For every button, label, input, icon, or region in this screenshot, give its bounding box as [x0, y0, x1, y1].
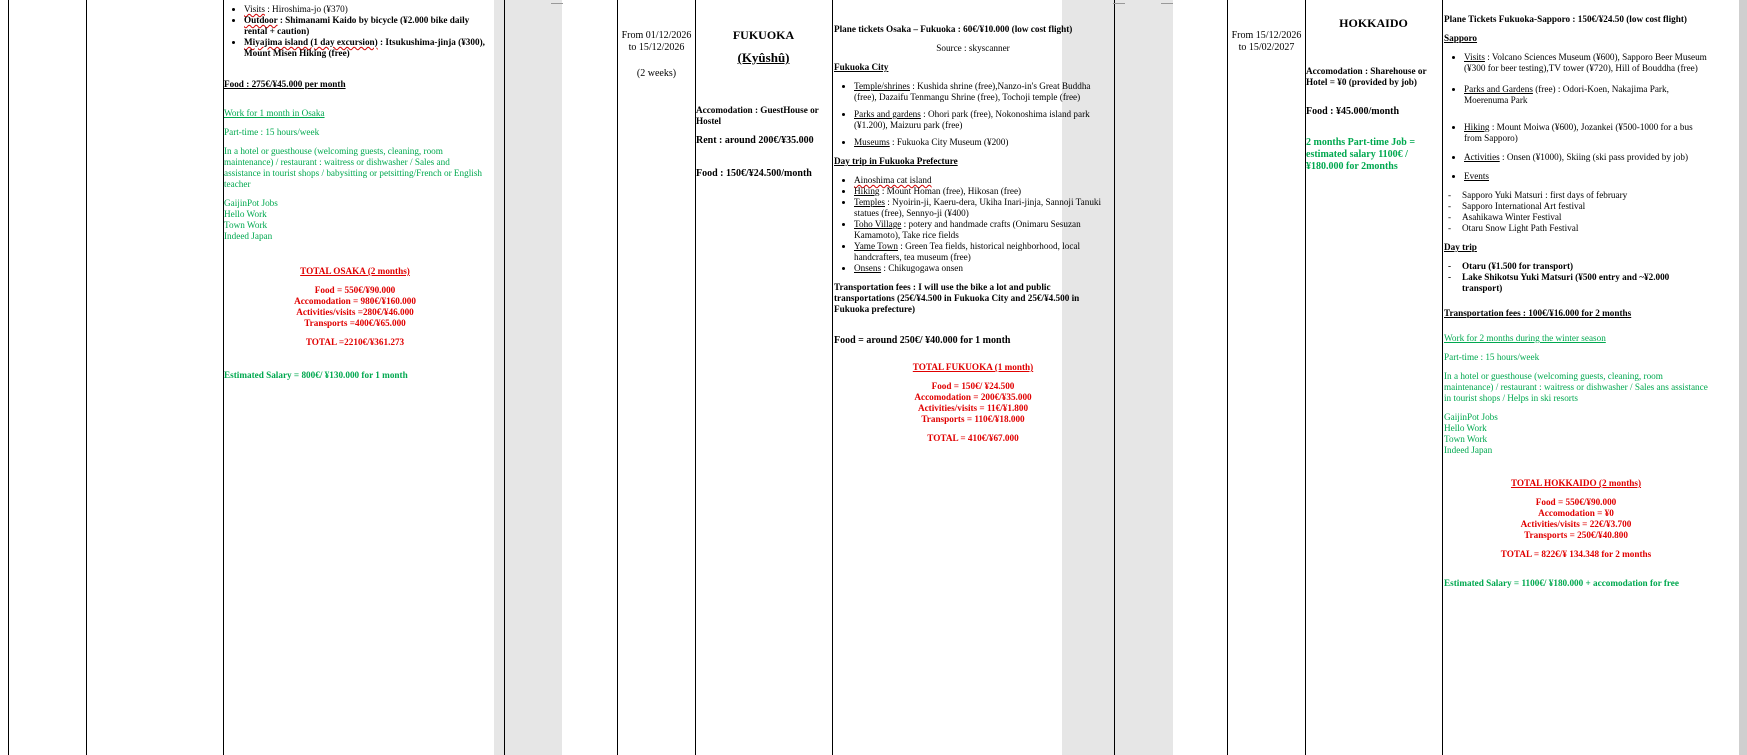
page-subtitle: (Kyûshû): [737, 50, 790, 65]
accomodation-line: Accomodation : Sharehouse or Hotel = ¥0 (provided by job): [1306, 66, 1427, 87]
salary-line: Estimated Salary = 800€/ ¥130.000 for 1 month: [224, 370, 408, 380]
total-title: TOTAL OSAKA (2 months): [300, 266, 410, 276]
list-item: • Toho Village : potery and handmade crafts (Onimaru Sesuzan Kamamoto), Take rice fields: [854, 219, 1112, 241]
plane-ticket-line: Plane tickets Osaka – Fukuoka : 60€/¥10.000 (low cost flight): [834, 24, 1073, 34]
job-sites: [1444, 412, 1708, 456]
job-site: Indeed Japan: [1444, 445, 1493, 455]
job-sites: [224, 198, 486, 242]
parttime-line: Part-time : 15 hours/week: [1444, 352, 1540, 362]
list-item: • Ainoshima cat island: [854, 175, 1112, 186]
transport-line: Transportation fees : I will use the bike a lot and public transportations (25€/¥4.500 in Fukuoka City and 25€/¥4.500 in Fukuoka prefecture): [834, 282, 1080, 314]
transport-line: Transportation fees : 100€/¥16.000 for 2 months: [1444, 308, 1632, 318]
total-line: Food = 550€/¥90.000: [314, 285, 396, 295]
hokkaido-summary-column: [1306, 16, 1441, 173]
section-title: Sapporo: [1444, 33, 1478, 43]
source-line: Source : skyscanner: [936, 43, 1010, 53]
osaka-activity-list: [224, 4, 486, 59]
fukuoka-summary-column: [696, 28, 831, 179]
list-item: • Events: [1464, 171, 1708, 182]
list-item: • Hiking : Mount Homan (free), Hikosan (free): [854, 186, 1112, 197]
job-site: Hello Work: [1444, 423, 1487, 433]
fukuoka-total-block: [834, 362, 1112, 444]
list-item: • Temples : Nyoirin-ji, Kaeru-dera, Ukiha Inari-jinja, Sannoji Tanuki statues (free), Sennyo-ji (¥400): [854, 197, 1112, 219]
list-item: • Parks and Gardens (free) : Odori-Koen, Nakajima Park, Moerenuma Park: [1464, 84, 1708, 106]
vertical-scrollbar[interactable]: [1739, 0, 1747, 755]
page-title: HOKKAIDO: [1339, 16, 1408, 30]
list-item: • Activities : Onsen (¥1000), Skiing (ski pass provided by job): [1464, 152, 1708, 163]
document-page-1: [0, 0, 494, 755]
total-line: Accomodation = 980€/¥160.000: [294, 296, 416, 306]
work-description: In a hotel or guesthouse (welcoming guests, cleaning, room maintenance) / restaurant : waitress or dishwasher / Sales ans assistance in tourist shops / Helps in ski resorts: [1444, 371, 1708, 403]
work-title: Work for 1 month in Osaka: [224, 108, 325, 118]
food-line: Food = around 250€/ ¥40.000 for 1 month: [834, 335, 1011, 346]
events-list: [1444, 190, 1708, 234]
list-item: • Onsens : Chikugogawa onsen: [854, 263, 1112, 274]
total-line: Accomodation = ¥0: [1538, 508, 1614, 518]
food-line: Food : ¥45.000/month: [1306, 106, 1400, 117]
job-site: Indeed Japan: [224, 231, 273, 241]
list-item: • Outdoor : Shimanami Kaido by bicycle (¥2.000 bike daily rental + caution): [244, 15, 486, 37]
food-line: Food : 150€/¥24.500/month: [696, 168, 812, 179]
section-title: Day trip: [1444, 242, 1477, 252]
list-item: • Temple/shrines : Kushida shrine (free),Nanzo-in's Great Buddha (free), Dazaifu Tenmangu Shrine (free), Tochoji temple (free): [854, 81, 1112, 103]
total-line: Activities/visits = 22€/¥3.700: [1520, 519, 1632, 529]
list-item: - Sapporo International Art festival: [1462, 201, 1708, 212]
parttime-line: Part-time : 15 hours/week: [224, 127, 320, 137]
total-line: Transports = 250€/¥40.800: [1524, 530, 1628, 540]
list-item: • Visits : Hiroshima-jo (¥370): [244, 4, 486, 15]
total-title: TOTAL FUKUOKA (1 month): [912, 362, 1034, 372]
document-page-2: [562, 0, 1102, 755]
job-site: GaijinPot Jobs: [224, 198, 278, 208]
list-item: • Parks and gardens : Ohori park (free), Nokonoshima island park (¥1.200), Maizuru park (free): [854, 109, 1112, 131]
food-line: Food : 275€/¥45.000 per month: [224, 79, 346, 89]
fukuoka-dates-column: [618, 30, 695, 80]
total-line: Activities/visits =280€/¥46.000: [296, 307, 414, 317]
daytrip-list: [1444, 261, 1708, 294]
total-line: Accomodation = 200€/¥35.000: [914, 392, 1032, 402]
osaka-column: [224, 4, 486, 381]
job-site: GaijinPot Jobs: [1444, 412, 1498, 422]
total-sum: TOTAL =2210€/¥361.273: [305, 337, 405, 347]
duration: (2 weeks): [636, 68, 677, 79]
job-site: Town Work: [1444, 434, 1488, 444]
list-item: - Otaru (¥1.500 for transport): [1462, 261, 1708, 272]
date-range: From 01/12/2026 to 15/12/2026: [621, 30, 692, 53]
total-line: Transports = 110€/¥18.000: [921, 414, 1025, 424]
daytrip-list: [834, 175, 1112, 274]
plane-ticket-line: Plane Tickets Fukuoka-Sapporo : 150€/¥24.50 (low cost flight): [1444, 14, 1687, 24]
list-item: - Asahikawa Winter Festival: [1462, 212, 1708, 223]
city-list: [834, 81, 1112, 148]
accomodation-line: Accomodation : GuestHouse or Hostel: [696, 105, 819, 126]
document-page-3: [1173, 0, 1747, 755]
hokkaido-total-block: [1444, 478, 1708, 560]
page-title: FUKUOKA: [732, 28, 795, 42]
work-title: Work for 2 months during the winter season: [1444, 333, 1606, 343]
osaka-total-block: [224, 266, 486, 348]
total-line: Food = 550€/¥90.000: [1535, 497, 1617, 507]
rent-line: Rent : around 200€/¥35.000: [696, 135, 814, 146]
total-line: Activities/visits = 11€/¥1.800: [917, 403, 1029, 413]
sapporo-list: [1444, 52, 1708, 182]
list-item: - Sapporo Yuki Matsuri : first days of february: [1462, 190, 1708, 201]
list-item: • Miyajima island (1 day excursion) : Itsukushima-jinja (¥300), Mount Misen Hiking (free): [244, 37, 486, 59]
list-item: • Hiking : Mount Moiwa (¥600), Jozankei (¥500-1000 for a bus from Sapporo): [1464, 122, 1708, 144]
total-line: Transports =400€/¥65.000: [304, 318, 406, 328]
list-item: - Otaru Snow Light Path Festival: [1462, 223, 1708, 234]
total-title: TOTAL HOKKAIDO (2 months): [1510, 478, 1642, 488]
hokkaido-details-column: [1444, 14, 1708, 589]
total-sum: TOTAL = 822€/¥ 134.348 for 2 months: [1500, 549, 1652, 559]
job-site: Hello Work: [224, 209, 267, 219]
list-item: - Lake Shikotsu Yuki Matsuri (¥500 entry and ~¥2.000 transport): [1462, 272, 1708, 294]
job-line: 2 months Part-time Job = estimated salary 1100€ /¥180.000 for 2months: [1306, 137, 1416, 172]
list-item: • Visits : Volcano Sciences Museum (¥600), Sapporo Beer Museum (¥300 for beer testing),TV tower (¥720), Hill of Bouddha (free): [1464, 52, 1708, 74]
date-range: From 15/12/2026 to 15/02/2027: [1231, 30, 1302, 53]
salary-line: Estimated Salary = 1100€/ ¥180.000 + accomodation for free: [1444, 578, 1679, 588]
section-title: Day trip in Fukuoka Prefecture: [834, 156, 958, 166]
hokkaido-dates-column: [1228, 30, 1305, 54]
list-item: • Museums : Fukuoka City Museum (¥200): [854, 137, 1112, 148]
work-description: In a hotel or guesthouse (welcoming guests, cleaning, room maintenance) / restaurant : waitress or dishwasher / Sales and assistance in tourist shops / babysitting or petsitting/French or English teacher: [224, 146, 482, 189]
section-title: Fukuoka City: [834, 62, 889, 72]
list-item: • Yame Town : Green Tea fields, historical neighborhood, local handcrafters, tea museum (free): [854, 241, 1112, 263]
total-sum: TOTAL = 410€/¥67.000: [927, 433, 1019, 443]
job-site: Town Work: [224, 220, 268, 230]
fukuoka-details-column: [834, 24, 1112, 444]
total-line: Food = 150€/ ¥24.500: [931, 381, 1015, 391]
